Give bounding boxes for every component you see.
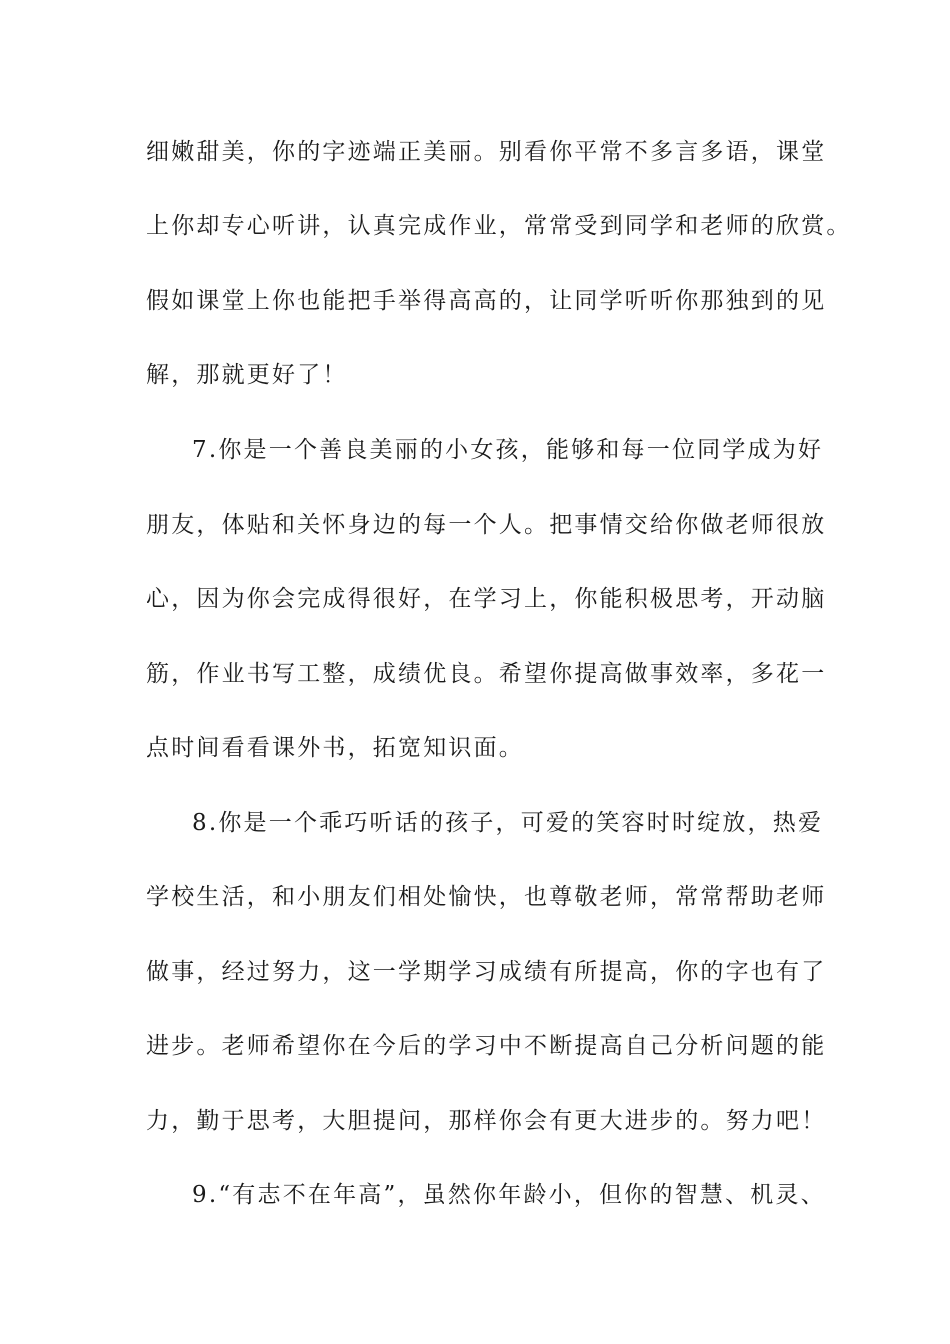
text-line: 心，因为你会完成得很好，在学习上，你能积极思考，开动脑 xyxy=(146,586,827,612)
text-line: 力，勤于思考，大胆提问，那样你会有更大进步的。努力吧！ xyxy=(146,1108,827,1134)
text-line: 假如课堂上你也能把手举得高高的，让同学听听你那独到的见 xyxy=(146,288,827,314)
text-line: 筋，作业书写工整，成绩优良。希望你提高做事效率，多花一 xyxy=(146,661,827,687)
text-line: 做事，经过努力，这一学期学习成绩有所提高，你的字也有了 xyxy=(146,959,827,985)
paragraph-7-start: 7.你是一个善良美丽的小女孩，能够和每一位同学成为好 xyxy=(192,437,824,463)
text-line: 进步。老师希望你在今后的学习中不断提高自己分析问题的能 xyxy=(146,1033,827,1059)
text-line: 细嫩甜美，你的字迹端正美丽。别看你平常不多言多语，课堂 xyxy=(146,139,827,165)
paragraph-9-start: 9.“有志不在年高”，虽然你年龄小，但你的智慧、机灵、 xyxy=(192,1182,826,1208)
text-line: 上你却专心听讲，认真完成作业，常常受到同学和老师的欣赏。 xyxy=(146,213,852,239)
text-line: 朋友，体贴和关怀身边的每一个人。把事情交给你做老师很放 xyxy=(146,512,827,538)
text-line: 解，那就更好了！ xyxy=(146,362,348,388)
paragraph-8-start: 8.你是一个乖巧听话的孩子，可爱的笑容时时绽放，热爱 xyxy=(192,810,824,836)
text-line: 学校生活，和小朋友们相处愉快，也尊敬老师，常常帮助老师 xyxy=(146,884,827,910)
text-line: 点时间看看课外书，拓宽知识面。 xyxy=(146,735,524,761)
